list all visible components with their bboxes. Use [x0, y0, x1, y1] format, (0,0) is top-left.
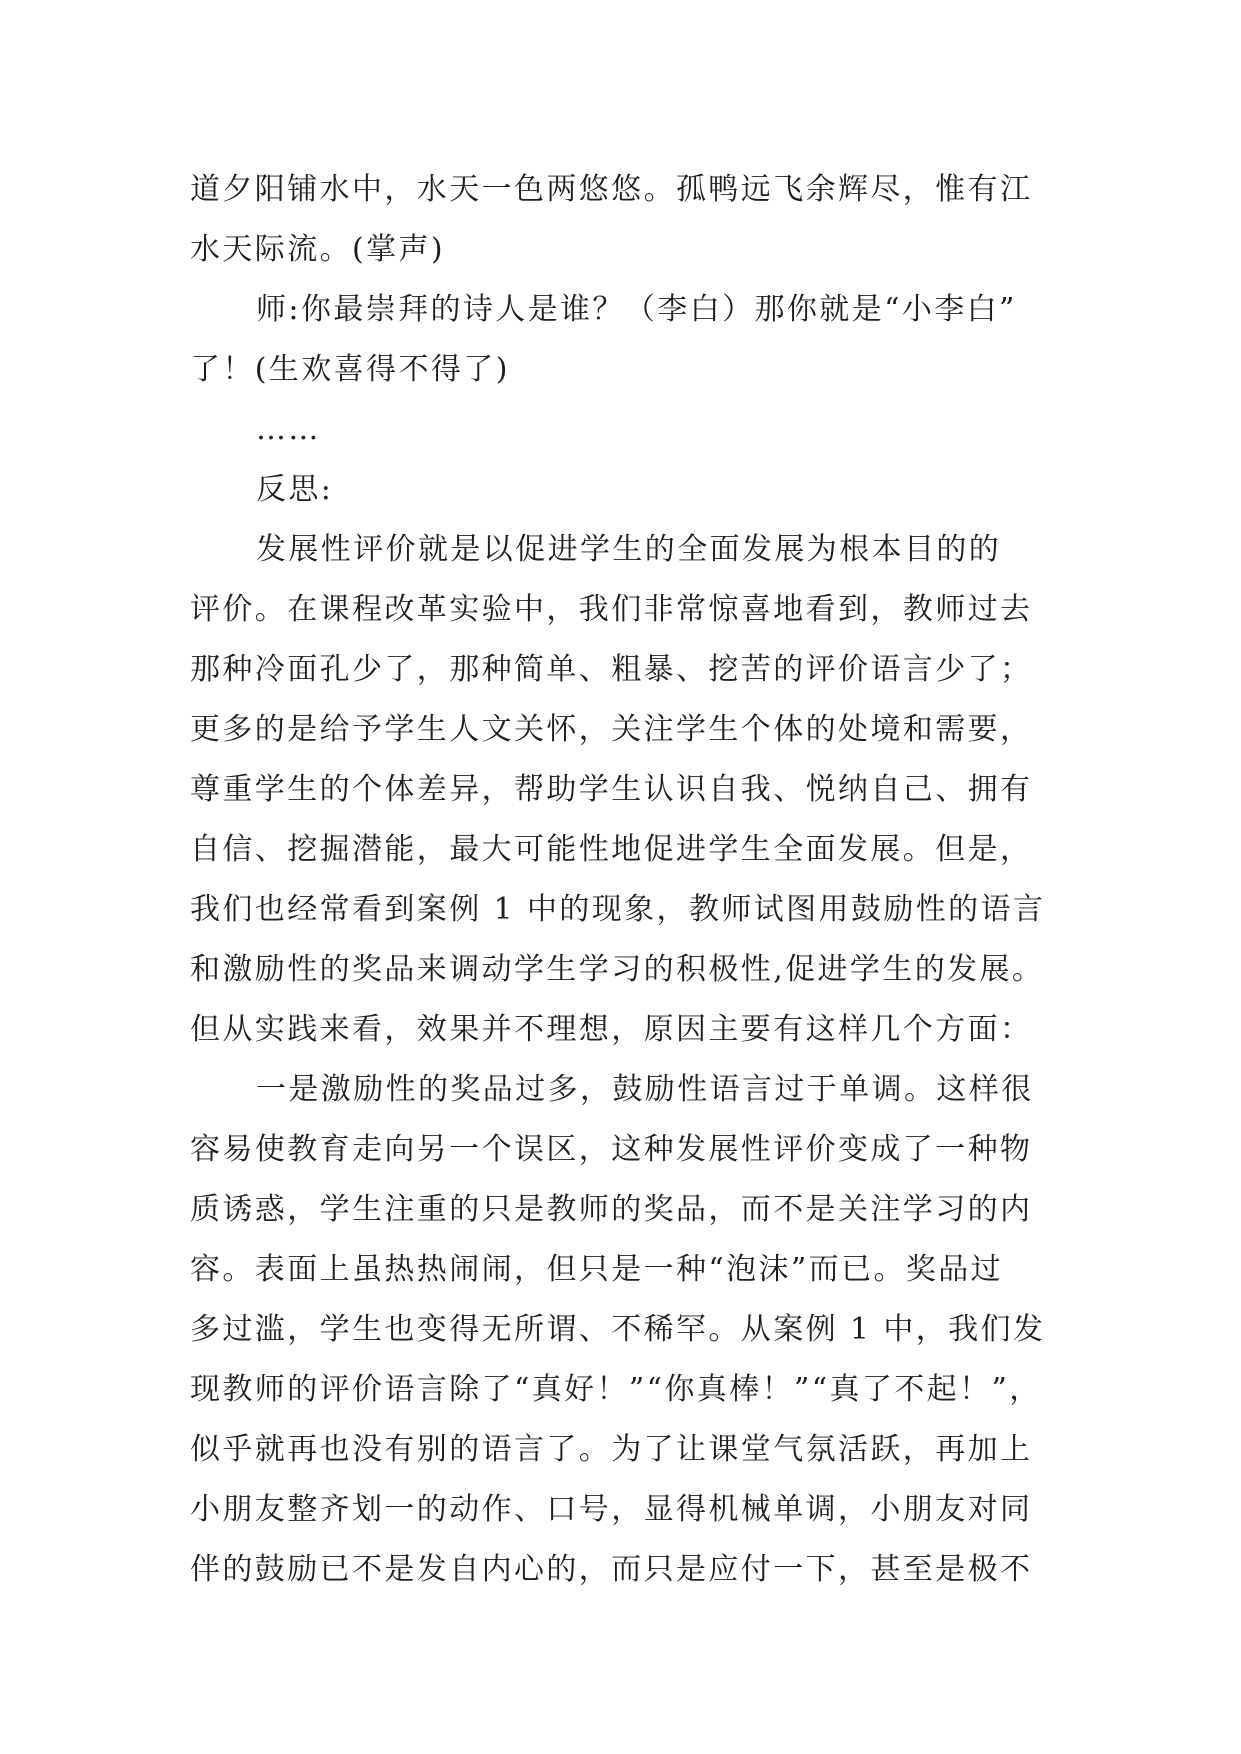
text-line: 但从实践来看，效果并不理想，原因主要有这样几个方面： [190, 1012, 1033, 1047]
text-line: 水天际流。(掌声) [190, 232, 446, 267]
text-line: 容。表面上虽热热闹闹，但只是一种“泡沫”而已。奖品过 [190, 1252, 1004, 1287]
text-line: 似乎就再也没有别的语言了。为了让课堂气氛活跃，再加上 [190, 1432, 1033, 1467]
text-line: 小朋友整齐划一的动作、口号，显得机械单调，小朋友对同 [190, 1492, 1033, 1527]
text-line: 伴的鼓励已不是发自内心的，而只是应付一下，甚至是极不 [190, 1552, 1033, 1587]
text-line: 质诱惑，学生注重的只是教师的奖品，而不是关注学习的内 [190, 1192, 1033, 1227]
text-line: 师:你最崇拜的诗人是谁？（李白）那你就是“小李白” [256, 292, 1017, 327]
text-line: 和激励性的奖品来调动学生学习的积极性,促进学生的发展。 [190, 952, 1045, 987]
text-line: 我们也经常看到案例 1 中的现象，教师试图用鼓励性的语言 [190, 892, 1046, 927]
text-line: 容易使教育走向另一个误区，这种发展性评价变成了一种物 [190, 1132, 1033, 1167]
document-page [190, 160, 1070, 1600]
text-line: 了！(生欢喜得不得了) [190, 352, 510, 387]
text-line: 多过滥，学生也变得无所谓、不稀罕。从案例 1 中，我们发 [190, 1312, 1046, 1347]
text-line: …… [256, 412, 321, 447]
text-line: 现教师的评价语言除了“真好！”“你真棒！”“真了不起！”， [190, 1372, 1042, 1407]
text-line: 尊重学生的个体差异，帮助学生认识自我、悦纳自己、拥有 [190, 772, 1033, 807]
text-line: 评价。在课程改革实验中，我们非常惊喜地看到，教师过去 [190, 592, 1033, 627]
section-heading: 反思: [256, 472, 334, 507]
text-line: 发展性评价就是以促进学生的全面发展为根本目的的 [256, 532, 1002, 567]
text-line: 道夕阳铺水中，水天一色两悠悠。孤鸭远飞余辉尽，惟有江 [190, 172, 1033, 207]
text-line: 更多的是给予学生人文关怀，关注学生个体的处境和需要， [190, 712, 1033, 747]
text-line: 自信、挖掘潜能，最大可能性地促进学生全面发展。但是， [190, 832, 1033, 867]
text-line: 一是激励性的奖品过多，鼓励性语言过于单调。这样很 [256, 1072, 1034, 1107]
text-line: 那种冷面孔少了，那种简单、粗暴、挖苦的评价语言少了； [190, 652, 1033, 687]
